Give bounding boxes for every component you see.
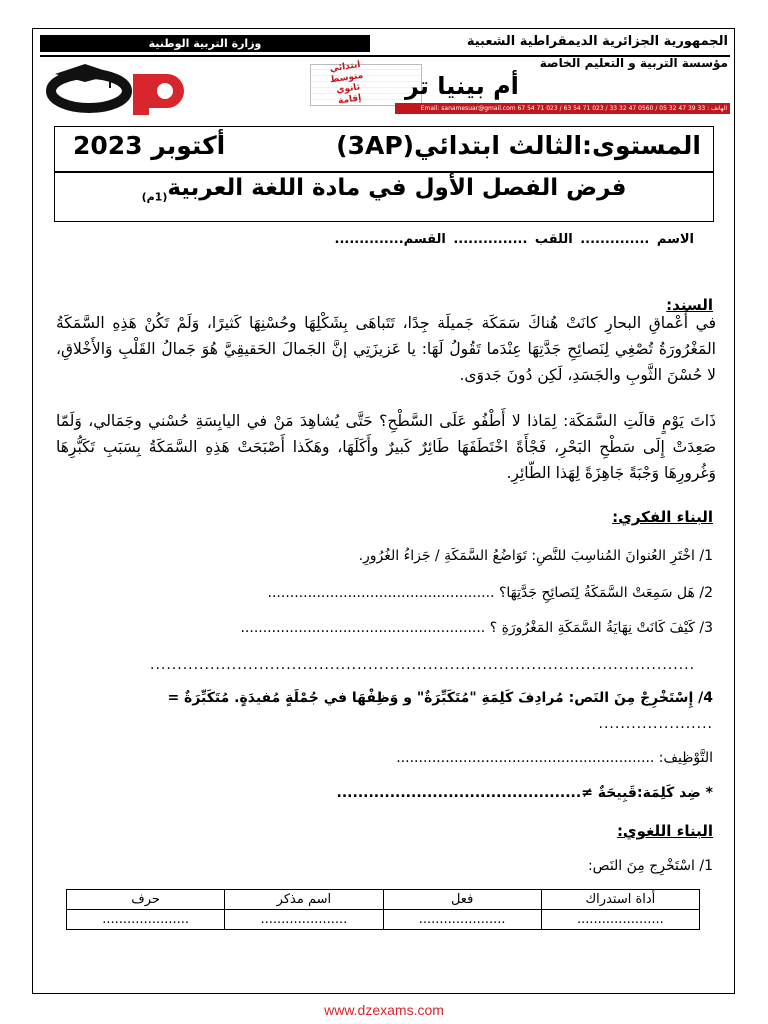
extraction-table bbox=[66, 889, 700, 930]
question-2[interactable]: 2/ هَل سَمِعَتْ السَّمَكَةُ لِنَصائِحِ جَدَّتِهَا؟ ................................................... bbox=[267, 585, 713, 601]
institution-name: مؤسسة التربية و التعليم الخاصة bbox=[539, 56, 728, 70]
table-header: اسم مذكر bbox=[225, 890, 383, 910]
table-header: فعل bbox=[383, 890, 541, 910]
table-cell[interactable]: ..................... bbox=[541, 910, 699, 930]
text-paragraph-1: في أَعْماقِ البحارِ كانَتْ هُناكَ سَمَكَة جَميلَة جِدًا، تَتَباهَى بِشَكْلِهَا وحُسْنِهَا كَثيرًا، وَلَمْ تَكُنْ هَذِهِ السَّمَكَةُ المَغْرُورَةُ تُصْغِي لِنَصائِحِ جَدَّتِهَا عِنْدَما تَقُولُ لَهَا: يا عَزيزَتِي إنَّ الجَمالَ الحَقيقِيَّ هُوَ جَمالُ القَلْبِ وَالأَخْلاقِ، لا حُسْنَ الثَّوبِ والجَسَدِ، لَكِن دُونَ جَدوَى. bbox=[56, 314, 716, 384]
usage-line[interactable]: التَّوْظِيف: .......................................................... bbox=[396, 750, 713, 766]
table-header-row bbox=[67, 890, 700, 910]
answer-line-4[interactable]: ..................... bbox=[598, 716, 713, 732]
republic-name: الجمهورية الجزائرية الديمقراطية الشعبية bbox=[466, 34, 728, 49]
contact-bar: الهاتف : 33 39 47 32 05 / 0560 47 32 33 / 023 71 54 63 / 023 71 54 67 Email: sanamesuar@gmail.com bbox=[395, 103, 730, 114]
answer-line-3[interactable]: .................................................................................................... bbox=[150, 657, 696, 673]
exam-title: فرض الفصل الأول في مادة اللغة العربية$_{(1م)}$ bbox=[141, 175, 627, 204]
title-divider bbox=[55, 171, 713, 173]
grammar-question-1: 1/ اسْتَخْرِج مِنَ النَص: bbox=[587, 858, 713, 874]
website-link[interactable]: www.dzexams.com bbox=[324, 1002, 444, 1018]
title-box bbox=[54, 126, 714, 222]
table-header: حرف bbox=[67, 890, 225, 910]
comprehension-heading: البناء الفكري: bbox=[612, 508, 713, 526]
header-top bbox=[40, 32, 730, 54]
level-label: المستوى:الثالث ابتدائي(3AP) bbox=[336, 131, 701, 160]
question-3[interactable]: 3/ كَيْفَ كَانَتْ نِهَايَةُ السَّمَكَةِ المَغْرُورَةِ ؟ ....................................................... bbox=[240, 620, 713, 636]
grammar-heading: البناء اللغوي: bbox=[616, 822, 713, 840]
school-logo-icon bbox=[45, 60, 200, 115]
student-fields[interactable]: الاسم .............. اللقب ............... القسم.............. bbox=[334, 232, 694, 247]
antonym-line[interactable]: * ضِد كَلِمَة:قَبِيحَةٌ ≠.............................................. bbox=[336, 785, 713, 801]
question-1[interactable]: 1/ اخْتَرِ العُنوانَ المُناسِبَ للنَّصِ: تَوَاضُعُ السَّمَكَةِ / جَزاءُ الغُرُورِ. bbox=[358, 548, 713, 564]
exam-date: أكتوبر 2023 bbox=[73, 131, 226, 160]
text-paragraph-2: ذَاتَ يَوْمٍ قالَتِ السَّمَكَة: لِمَاذا لا أَطْفُو عَلَى السَّطْحِ؟ حَتَّى يُشاهِدَ مَنْ في اليابِسَةِ حُسْني وجَمَالي، وَلَمّا صَعِدَتْ إِلَى سَطْحِ البَحْرِ، فَجْأَةً اخْتَطَفَهَا طَائِرٌ كَبيرٌ وأَكَلَهَا، وهَكَذا أَصْبَحَتْ هَذِهِ السَّمَكَةُ بِسَبَبِ تَكَبُّرِهَا وَغُرورِهَا وَجْبَةً جَاهِزَةً لِهَذا الطّائِرِ. bbox=[56, 412, 716, 482]
table-cell[interactable]: ..................... bbox=[225, 910, 383, 930]
school-levels: ابتدائي متوسط ثانوي إقامة bbox=[329, 60, 364, 107]
table-cell[interactable]: ..................... bbox=[383, 910, 541, 930]
ministry-bar: وزارة التربية الوطنية bbox=[40, 35, 370, 52]
brand-name: أم بينيا تر bbox=[405, 72, 519, 100]
table-row bbox=[67, 910, 700, 930]
question-4[interactable]: 4/ إِسْتَخْرِجْ مِنَ النَص: مُرادِفَ كَلِمَةِ "مُتَكَبِّرَةٌ" و وَظِفْهَا في جُمْلَةٍ مُفيدَةٍ. مُتَكَبِّرَةٌ = bbox=[167, 690, 713, 706]
text-heading: السند: bbox=[666, 296, 713, 314]
table-header: أداة استدراك bbox=[541, 890, 699, 910]
table-cell[interactable]: ..................... bbox=[67, 910, 225, 930]
